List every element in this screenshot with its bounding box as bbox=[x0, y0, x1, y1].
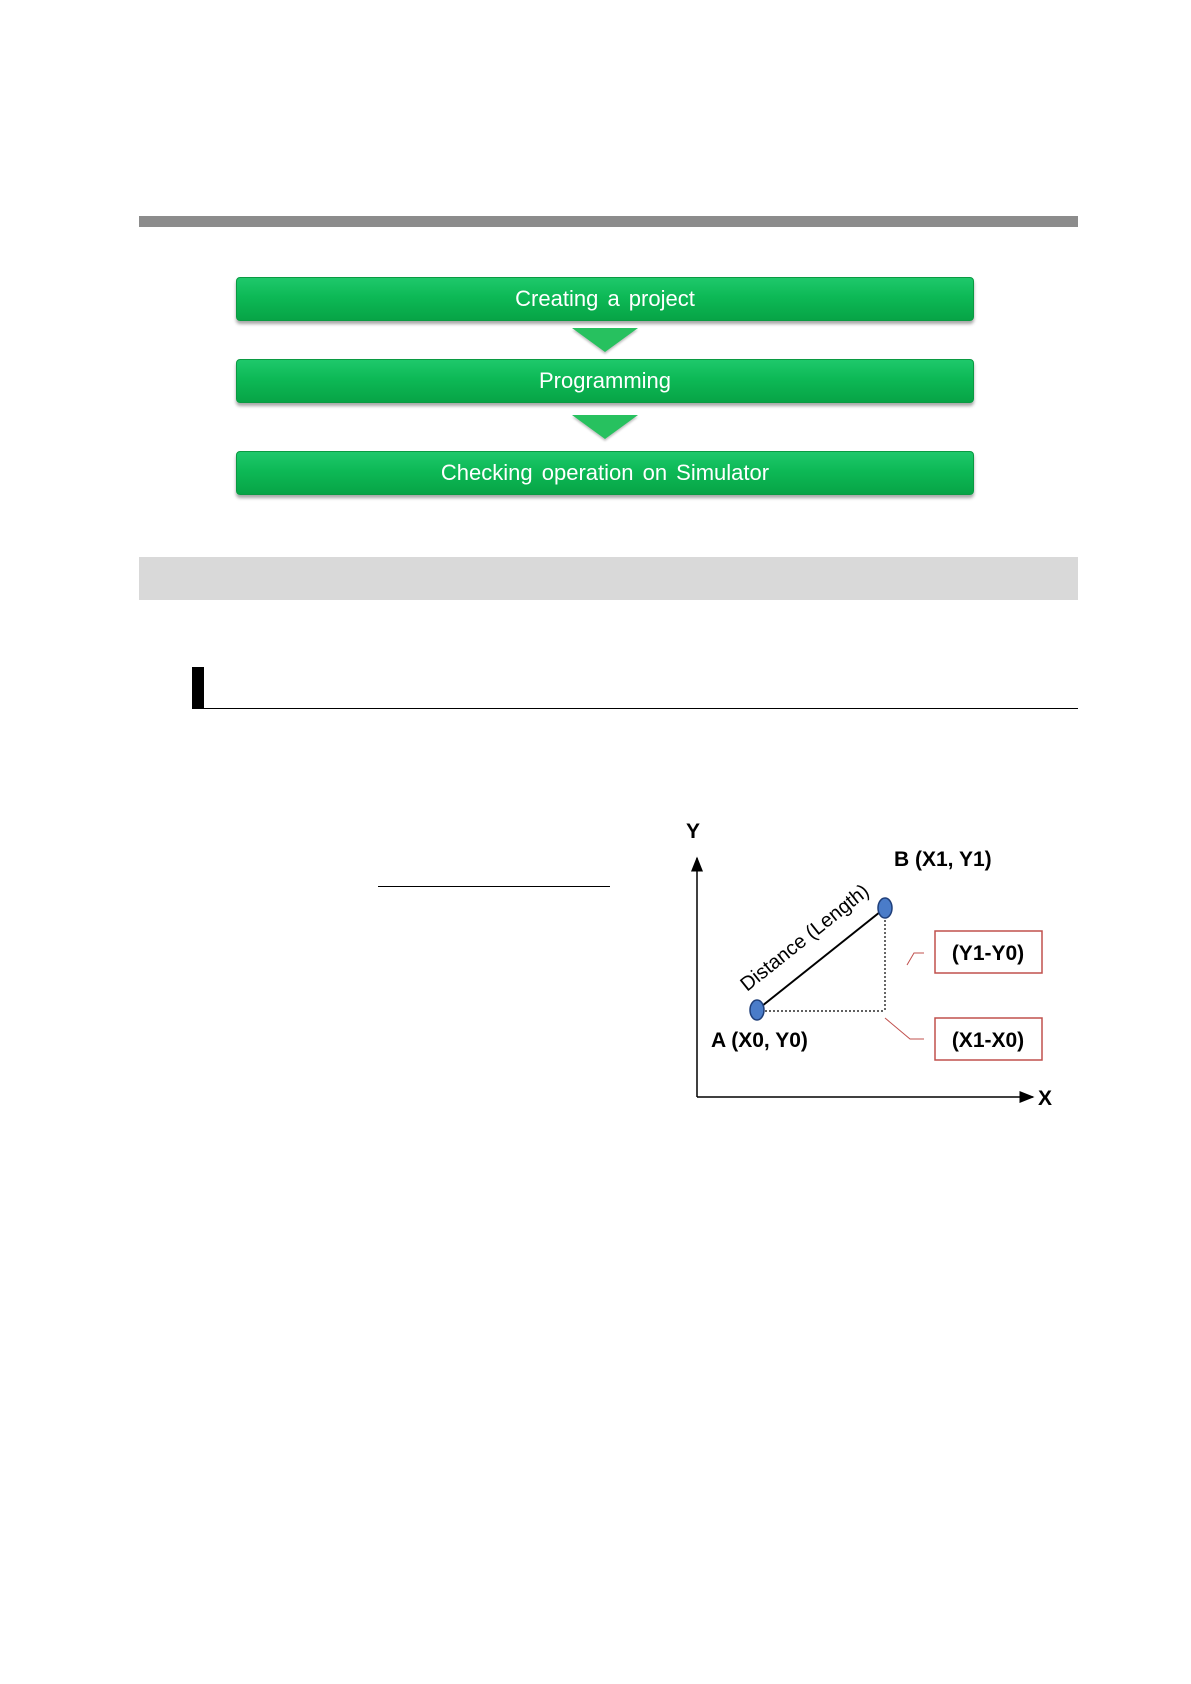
point-b-label: B (X1, Y1) bbox=[894, 848, 992, 871]
point-a-dot bbox=[750, 1000, 764, 1020]
flow-step-create-project: Creating a project bbox=[236, 277, 974, 321]
dx-callout-leader bbox=[885, 1018, 924, 1039]
x-axis-label: X bbox=[1038, 1087, 1053, 1110]
distance-label: Distance (Length) bbox=[736, 880, 874, 996]
dy-callout-leader bbox=[907, 953, 924, 965]
flow-step-check-simulator: Checking operation on Simulator bbox=[236, 451, 974, 495]
flow-step-programming: Programming bbox=[236, 359, 974, 403]
point-b-dot bbox=[878, 898, 892, 918]
point-a-label: A (X0, Y0) bbox=[711, 1029, 808, 1052]
dx-label: (X1-X0) bbox=[951, 1029, 1025, 1052]
y-axis-label: Y bbox=[686, 820, 701, 843]
dy-label: (Y1-Y0) bbox=[951, 942, 1025, 965]
